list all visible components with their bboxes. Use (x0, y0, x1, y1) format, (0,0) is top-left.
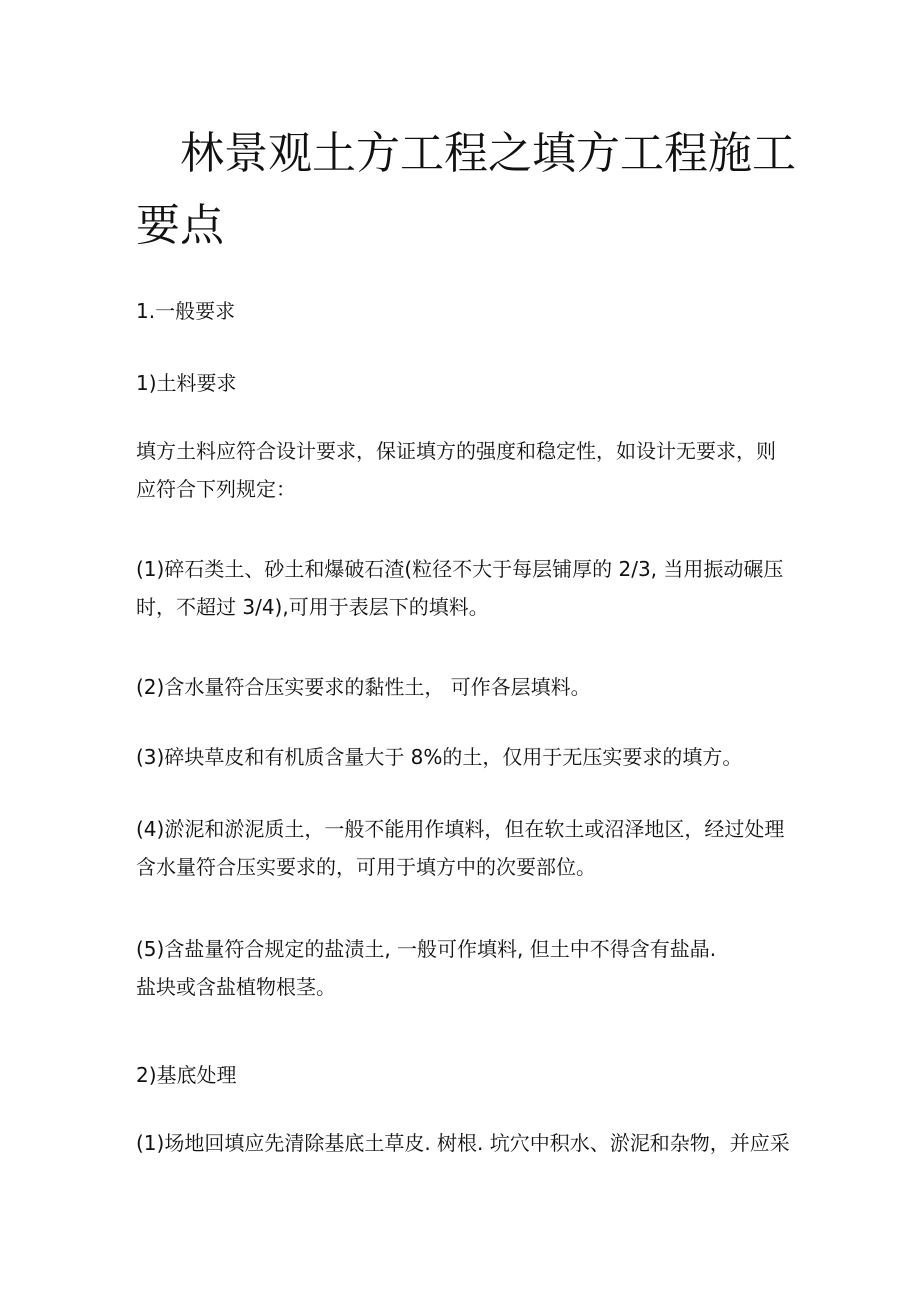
list-item-1 (136, 550, 796, 626)
subsection-heading-soil-material: 1)土料要求 (136, 371, 237, 395)
list-item-5 (136, 930, 796, 1006)
paragraph-line: 含水量符合压实要求的，可用于填方中的次要部位。 (136, 855, 596, 879)
paragraph-line: (4)淤泥和淤泥质土，一般不能用作填料，但在软土或沼泽地区，经过处理 (136, 817, 785, 841)
list-item-4 (136, 810, 796, 886)
paragraph-line: (1)碎石类土、砂土和爆破石渣(粒径不大于每层铺厚的 2/3, 当用振动碾压 (136, 557, 784, 581)
paragraph-line: (5)含盐量符合规定的盐渍土, 一般可作填料, 但土中不得含有盐晶. (136, 937, 717, 961)
paragraph-line: 时，不超过 3/4),可用于表层下的填料。 (136, 595, 489, 619)
section-heading-general-requirements: 1.一般要求 (136, 299, 236, 323)
base-list-item-1: (1)场地回填应先清除基底土草皮. 树根. 坑穴中积水、淤泥和杂物，并应采 (136, 1131, 790, 1155)
paragraph-line: 填方土料应符合设计要求，保证填方的强度和稳定性，如设计无要求，则 (136, 439, 776, 463)
subsection-heading-base-treatment: 2)基底处理 (136, 1063, 237, 1087)
paragraph-line: 盐块或含盐植物根茎。 (136, 975, 336, 999)
document-title (136, 118, 796, 262)
title-line-1: 林景观土方工程之填方工程施工 (180, 128, 796, 179)
paragraph-line: 应符合下列规定： (136, 477, 296, 501)
list-item-2: (2)含水量符合压实要求的黏性土， 可作各层填料。 (136, 675, 591, 699)
title-line-2: 要点 (136, 200, 224, 251)
paragraph-intro (136, 432, 796, 508)
list-item-3: (3)碎块草皮和有机质含量大于 8%的土，仅用于无压实要求的填方。 (136, 745, 743, 769)
